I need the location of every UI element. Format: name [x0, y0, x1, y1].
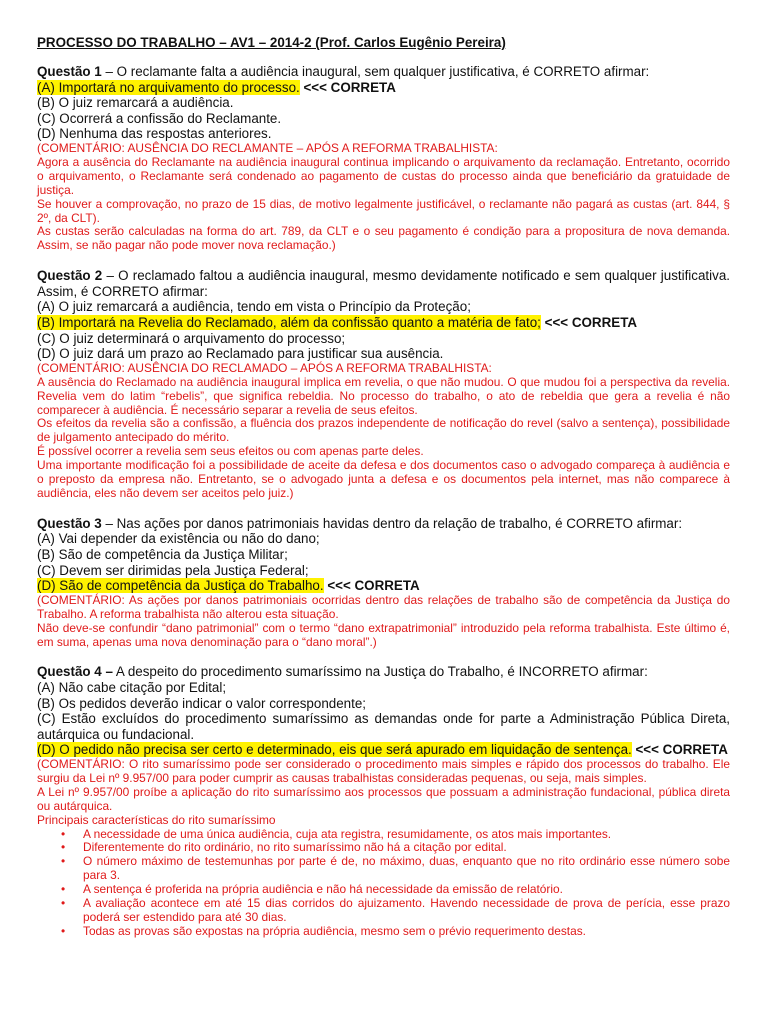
option-a: (A) O juiz remarcará a audiência, tendo em vista o Princípio da Proteção; [37, 299, 471, 315]
comment-paragraph: (COMENTÁRIO: O rito sumaríssimo pode ser considerado o procedimento mais simples e rápido dos processos do trabalho. Ele surgiu da Lei nº 9.957/00 para poder cumprir as causas trabalhistas consideradas pequenas, ou seja, mais simples. [37, 757, 730, 785]
comment-paragraph: As custas serão calculadas na forma do art. 789, da CLT e o seu pagamento é condição para a propositura de nova demanda. Assim, se não pagar não pode mover nova reclamação.) [37, 224, 730, 253]
list-item [37, 883, 730, 897]
correct-marker: <<< CORRETA [635, 742, 728, 758]
document-page [37, 34, 730, 954]
option-d: (D) O juiz dará um prazo ao Reclamado para justificar sua ausência. [37, 346, 444, 362]
characteristics-list [37, 828, 730, 939]
question-text: A despeito do procedimento sumaríssimo na Justiça do Trabalho, é INCORRETO afirmar: [112, 664, 648, 680]
document-title: PROCESSO DO TRABALHO – AV1 – 2014-2 (Prof. Carlos Eugênio Pereira) [37, 35, 506, 50]
question-2-prompt [37, 268, 730, 299]
question-3-prompt [37, 516, 730, 532]
option-c: (C) Ocorrerá a confissão do Reclamante. [37, 110, 282, 126]
comment-heading: (COMENTÁRIO: AUSÊNCIA DO RECLAMADO – APÓS A REFORMA TRABALHISTA: [37, 360, 492, 375]
list-item-text: Diferentemente do rito ordinário, no rito sumaríssimo não há a citação por edital. [83, 840, 507, 855]
question-label: Questão 1 [37, 64, 102, 79]
question-label: Questão 4 – [37, 664, 113, 680]
correct-option-highlight: (D) O pedido não precisa ser certo e determinado, eis que será apurado em liquidação de sentença. [37, 742, 632, 758]
correct-marker: <<< CORRETA [544, 315, 638, 330]
question-2 [37, 268, 730, 501]
option-c: (C) O juiz determinará o arquivamento do processo; [37, 330, 346, 346]
option-c: (C) Devem ser dirimidas pela Justiça Federal; [37, 562, 309, 578]
question-1-prompt [37, 64, 730, 80]
comment-paragraph: Se houver a comprovação, no prazo de 15 dias, de motivo legalmente justificável, o reclamante não pagará as custas (art. 844, § 2º, da CLT). [37, 196, 730, 225]
comment-paragraph: Não deve-se confundir “dano patrimonial” com o termo “dano extrapatrimonial” introduzido pela reforma trabalhista. Este último é, em suma, apenas uma nova denominação para o “dano moral”.) [37, 620, 730, 649]
list-item [37, 925, 730, 939]
question-4 [37, 664, 730, 938]
list-item [37, 855, 730, 883]
bullet-icon: • [61, 882, 66, 897]
bullet-icon: • [61, 854, 66, 869]
correct-marker: <<< CORRETA [303, 79, 396, 95]
bullet-icon: • [61, 896, 66, 911]
list-item-text: O número máximo de testemunhas por parte é de, no máximo, duas, enquanto que no rito ordinário esse número sobe para 3. [83, 854, 730, 883]
comment-heading: (COMENTÁRIO: AUSÊNCIA DO RECLAMANTE – APÓS A REFORMA TRABALHISTA: [37, 140, 498, 155]
list-item [37, 897, 730, 925]
option-b [37, 315, 730, 331]
option-d [37, 578, 730, 594]
list-item-text: A avaliação acontece em até 15 dias corridos do ajuizamento. Havendo necessidade de prova de perícia, esse prazo poderá ser estendido para até 30 dias. [83, 896, 730, 924]
list-item [37, 828, 730, 842]
question-text: – O reclamante falta a audiência inaugural, sem qualquer justificativa, é CORRETO afirmar: [101, 64, 650, 79]
question-3 [37, 516, 730, 650]
comment-paragraph: A ausência do Reclamado na audiência inaugural implica em revelia, o que não mudou. O que mudou foi a perspectiva da revelia. Revelia vem do latim “rebelis”, que significa rebeldia. No processo do trabalho, o ato de rebeldia que gera a revelia é não comparecer à audiência. É necessário separar a revelia de seus efeitos. [37, 374, 730, 417]
option-d: (D) Nenhuma das respostas anteriores. [37, 126, 272, 142]
list-item [37, 841, 730, 855]
option-b: (B) O juiz remarcará a audiência. [37, 95, 234, 111]
question-1 [37, 64, 730, 253]
option-b: (B) Os pedidos deverão indicar o valor correspondente; [37, 695, 366, 711]
question-4-prompt [37, 664, 730, 680]
option-a [37, 80, 730, 96]
option-c: (C) Estão excluídos do procedimento sumaríssimo as demandas onde for parte a Administração Pública Direta, autárquica ou fundacional. [37, 711, 730, 742]
comment-subheading: Principais características do rito sumaríssimo [37, 812, 276, 827]
option-a: (A) Não cabe citação por Edital; [37, 680, 227, 696]
option-b: (B) São de competência da Justiça Militar; [37, 547, 288, 563]
correct-option-highlight: (A) Importará no arquivamento do processo. [37, 79, 300, 95]
question-label: Questão 3 [37, 515, 102, 531]
correct-marker: <<< CORRETA [327, 578, 420, 594]
question-text: – O reclamado faltou a audiência inaugural, mesmo devidamente notificado e sem qualquer justificativa. Assim, é CORRETO afirmar: [37, 268, 730, 299]
list-item-text: A necessidade de uma única audiência, cuja ata registra, resumidamente, os atos mais importantes. [83, 826, 612, 841]
comment-paragraph: Uma importante modificação foi a possibilidade de aceite da defesa e dos documentos caso o advogado compareça à audiência e o preposto da empresa não. Entretanto, se o advogado junta a defesa e os documentos pela internet, mas não comparece à audiência, eles não devem ser aceitos pelo juiz.) [37, 458, 730, 500]
comment-paragraph: Agora a ausência do Reclamante na audiência inaugural continua implicando o arquivamento da reclamação. Entretanto, ocorrido o arquivamento, o Reclamante será condenado ao pagamento de custas do processo ainda que beneficiário da gratuidade de justiça. [37, 154, 730, 197]
option-d [37, 742, 730, 758]
bullet-icon: • [61, 840, 66, 855]
comment-paragraph: (COMENTÁRIO: As ações por danos patrimoniais ocorridas dentro das relações de trabalho são de competência da Justiça do Trabalho. A reforma trabalhista não alterou esta situação. [37, 592, 730, 621]
question-text: – Nas ações por danos patrimoniais havidas dentro da relação de trabalho, é CORRETO afirmar: [101, 515, 683, 531]
list-item-text: Todas as provas são expostas na própria audiência, mesmo sem o prévio requerimento destas. [83, 923, 586, 938]
correct-option-highlight: (D) São de competência da Justiça do Trabalho. [37, 578, 324, 594]
comment-paragraph: A Lei nº 9.957/00 proíbe a aplicação do rito sumaríssimo aos processos que possuam a administração fundacional, pública direta ou autárquica. [37, 784, 730, 813]
bullet-icon: • [61, 923, 66, 938]
comment-paragraph: Os efeitos da revelia são a confissão, a fluência dos prazos independente de notificação do revel (salvo a sentença), possibilidade de julgamento antecipado do mérito. [37, 416, 730, 445]
option-a: (A) Vai depender da existência ou não do dano; [37, 531, 320, 547]
list-item-text: A sentença é proferida na própria audiência e não há necessidade da emissão de relatório. [83, 882, 563, 897]
correct-option-highlight: (B) Importará na Revelia do Reclamado, além da confissão quanto a matéria de fato; [37, 315, 541, 330]
question-label: Questão 2 [37, 268, 103, 284]
comment-paragraph: É possível ocorrer a revelia sem seus efeitos ou com apenas parte deles. [37, 444, 424, 459]
bullet-icon: • [61, 826, 66, 841]
